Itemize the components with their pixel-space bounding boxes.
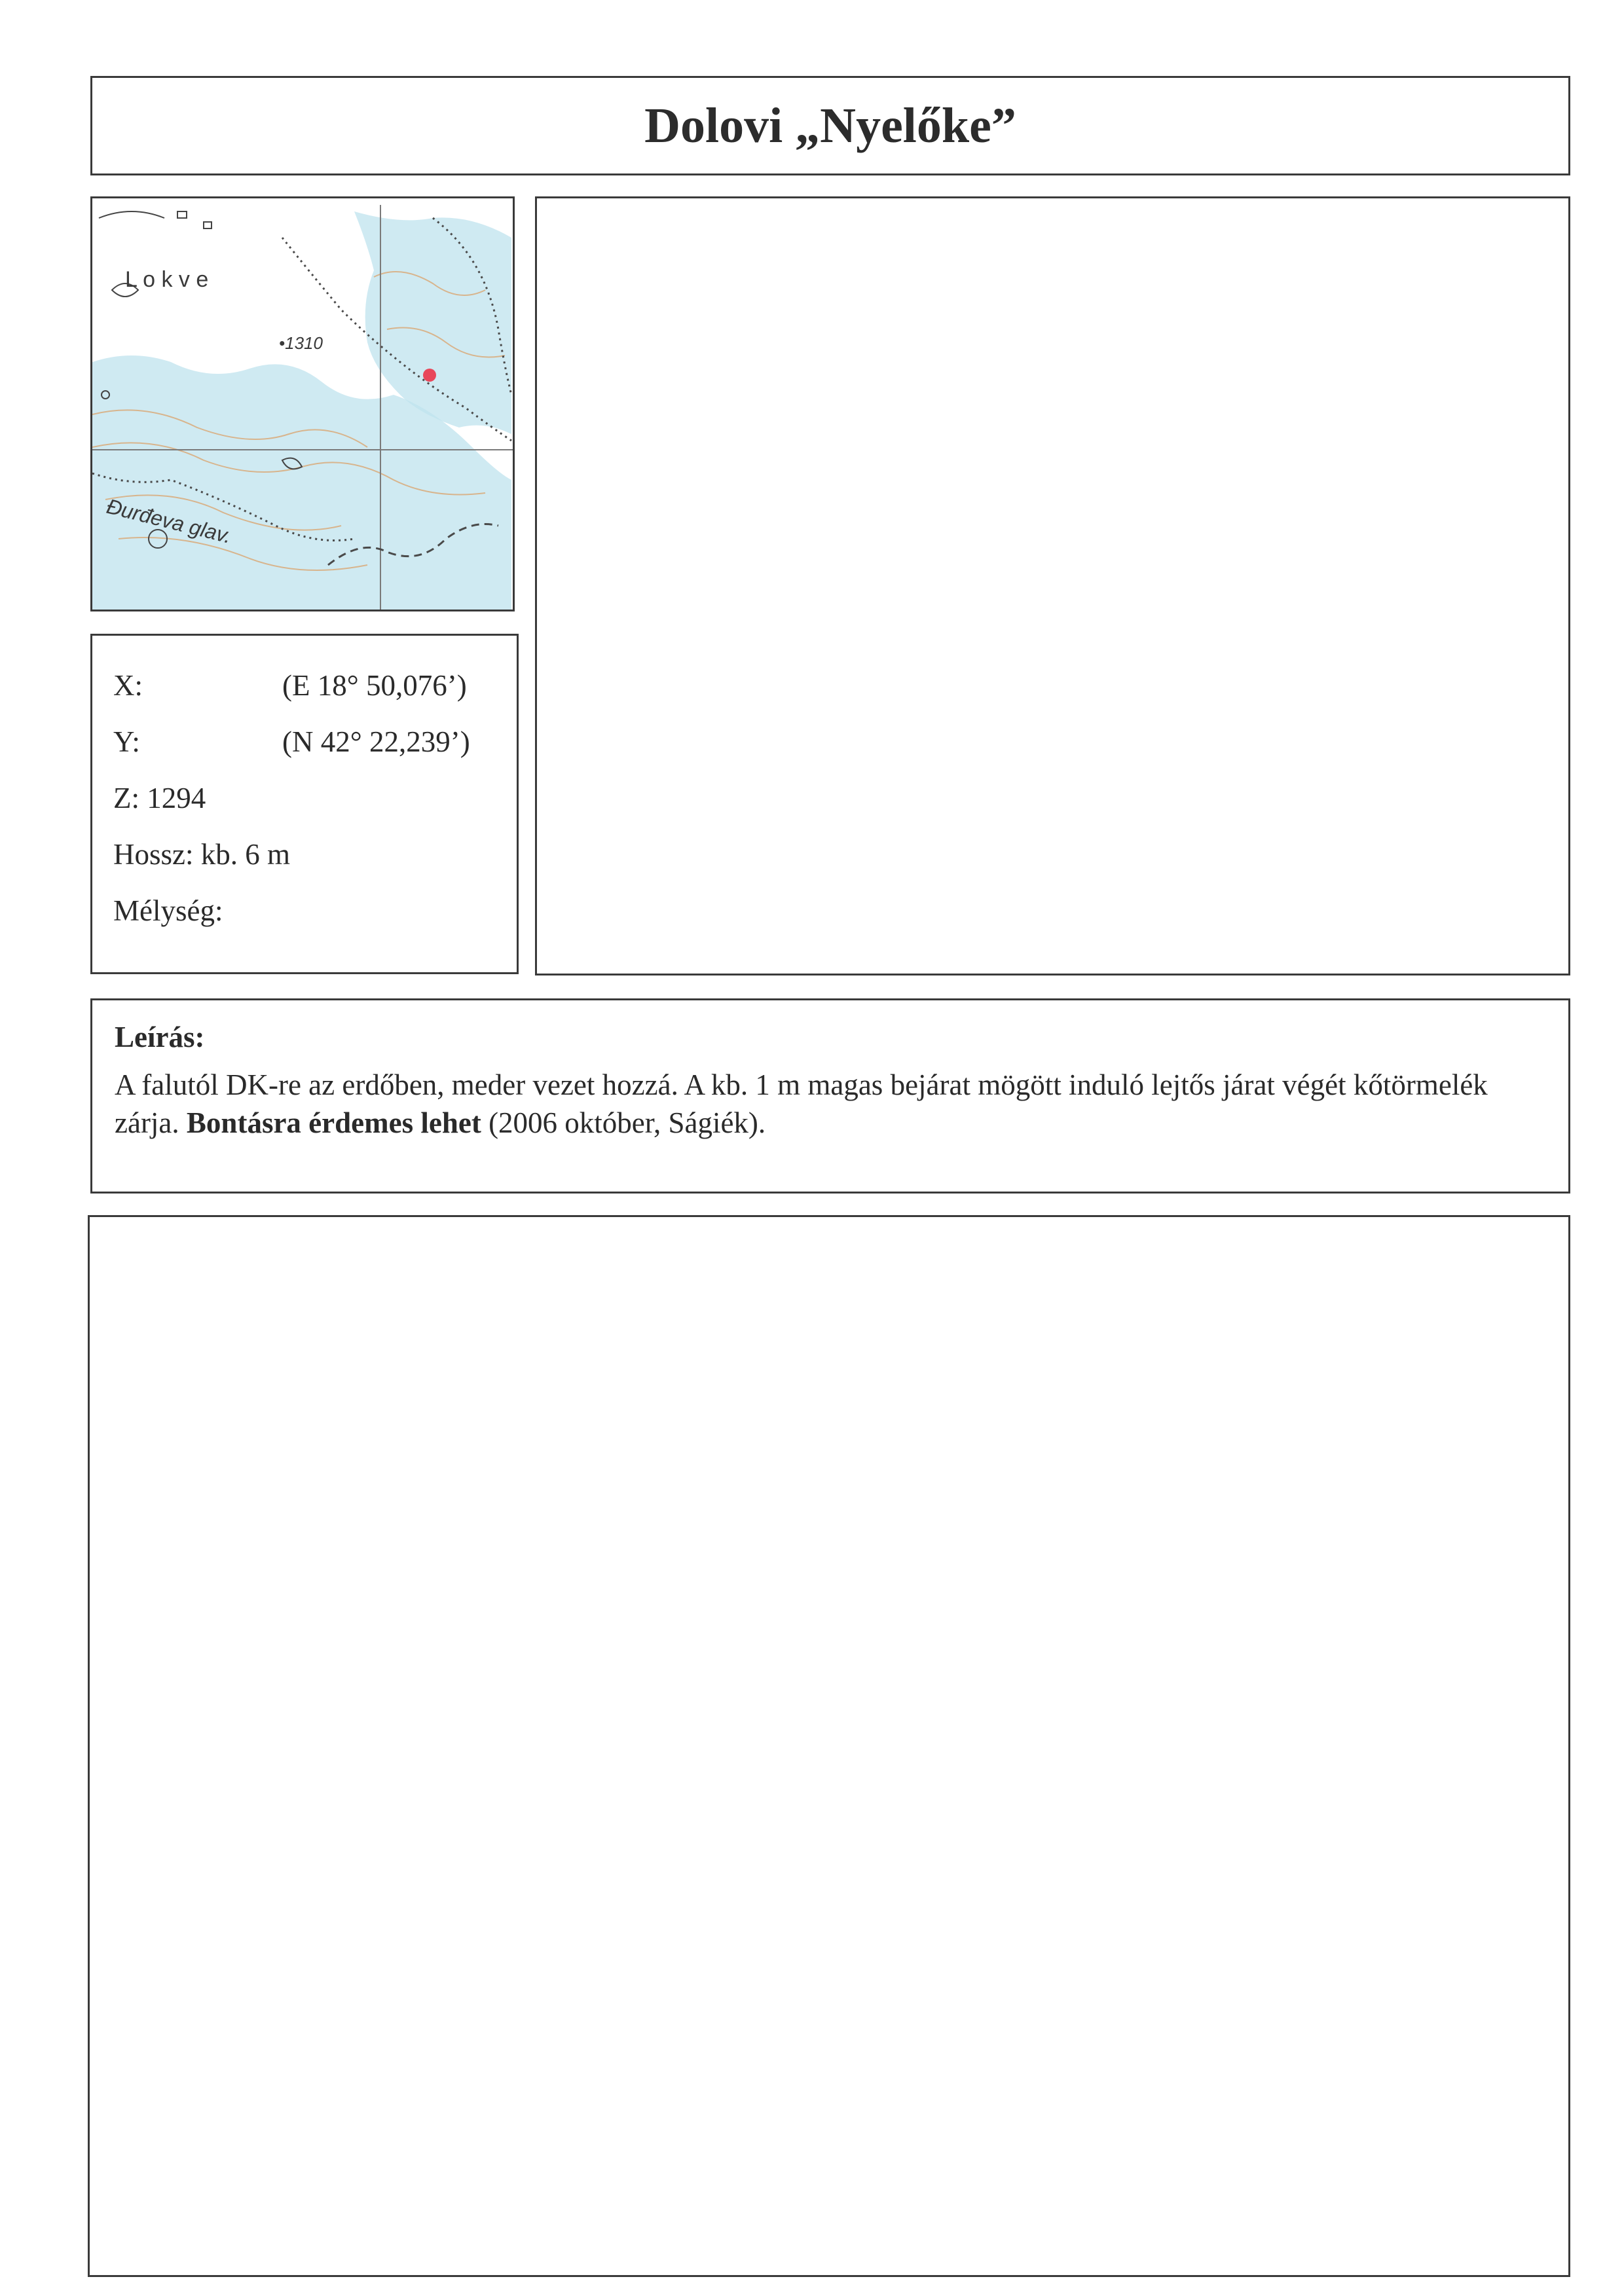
map-elevation-label: •1310 (279, 333, 323, 353)
x-label: X: (113, 669, 143, 702)
y-label: Y: (113, 725, 140, 758)
description-heading: Leírás: (115, 1021, 205, 1053)
page-title: Dolovi „Nyelőke” (644, 98, 1016, 153)
photo-placeholder (535, 196, 1570, 975)
survey-map-placeholder (88, 1215, 1570, 2277)
title-box (90, 76, 1570, 175)
z-value: Z: 1294 (113, 782, 206, 814)
depth-value: Mélység: (113, 894, 223, 927)
x-value: (E 18° 50,076’) (282, 669, 467, 702)
y-value: (N 42° 22,239’) (282, 725, 470, 758)
description-part2: (2006 október, Ságiék). (481, 1106, 766, 1139)
coordinates-box (90, 634, 519, 974)
description-text (115, 1066, 1542, 1142)
map-village-label: L o k v e (125, 267, 209, 292)
description-part1: A falutól DK-re az erdőben, meder vezet hozzá. A kb. 1 m magas bejárat mögött induló lejtős járat végét kőtörmelék zárja. (115, 1068, 1488, 1139)
description-box (90, 998, 1570, 1194)
location-map (90, 196, 515, 611)
description-bold: Bontásra érdemes lehet (186, 1106, 481, 1139)
length-value: Hossz: kb. 6 m (113, 838, 290, 871)
cave-location-marker (423, 369, 436, 382)
topographic-map (92, 198, 513, 610)
map-valley-label: Đurđeva glav. (104, 494, 234, 548)
